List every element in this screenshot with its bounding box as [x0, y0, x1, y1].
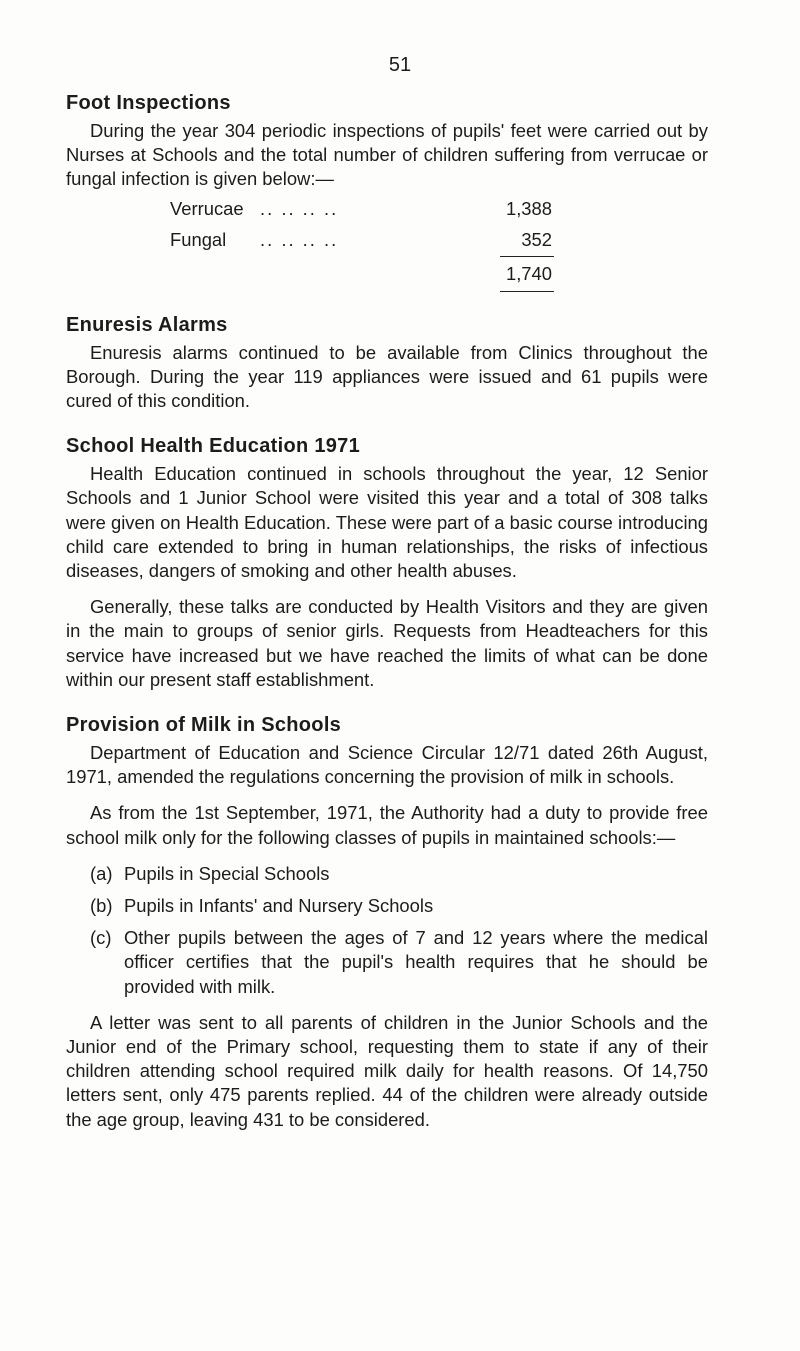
stat-value: 1,388: [505, 198, 552, 220]
stat-label: Verrucae: [170, 198, 244, 220]
page-content: [66, 92, 708, 1154]
leader-dots: .. .. .. ..: [260, 229, 339, 251]
list-marker: (c): [90, 927, 112, 949]
pupil-classes-list: [66, 862, 708, 999]
list-marker: (a): [90, 862, 113, 884]
foot-stats-table: [170, 194, 708, 292]
list-item: [66, 894, 708, 918]
list-marker: (b): [90, 895, 113, 917]
health-education-section: [66, 435, 708, 692]
list-item-text: Pupils in Special Schools: [124, 862, 330, 884]
enuresis-section: [66, 314, 708, 414]
health-education-paragraph-2: Generally, these talks are conducted by Health Visitors and they are given in the main to groups of senior girls. Requests from Headteachers for this service have increased but we have reached the limits of what can be done within our present staff establishment.: [66, 596, 708, 690]
milk-provision-section: [66, 714, 708, 1132]
stat-value: 352: [521, 229, 552, 251]
list-item: [66, 862, 708, 886]
foot-inspections-section: [66, 92, 708, 292]
total-rule-bottom: [500, 291, 554, 292]
leader-dots: .. .. .. ..: [260, 198, 339, 220]
page-number: 51: [388, 54, 412, 76]
stat-label: Fungal: [170, 229, 227, 251]
enuresis-paragraph: Enuresis alarms continued to be available from Clinics throughout the Borough. During the year 119 appliances were issued and 61 pupils were cured of this condition.: [66, 341, 708, 412]
health-education-heading: School Health Education 1971: [66, 435, 361, 458]
list-item-text: Pupils in Infants' and Nursery Schools: [124, 895, 434, 917]
stat-row-fungal: [170, 225, 708, 256]
milk-paragraph-1: Department of Education and Science Circular 12/71 dated 26th August, 1971, amended the regulations concerning the provision of milk in schools.: [66, 742, 708, 788]
stat-total: 1,740: [505, 262, 552, 284]
stat-row-verrucae: [170, 194, 708, 225]
milk-paragraph-2: As from the 1st September, 1971, the Authority had a duty to provide free school milk only for the following classes of pupils in maintained schools:—: [66, 802, 708, 848]
stat-total-row: [170, 257, 708, 291]
enuresis-heading: Enuresis Alarms: [66, 313, 228, 336]
health-education-paragraph-1: Health Education continued in schools throughout the year, 12 Senior Schools and 1 Junior School were visited this year and a total of 308 talks were given on Health Education. These were part of a basic course introducing child care extended to bring in human relationships, the risks of infectious diseases, dangers of smoking and other health abuses.: [66, 463, 708, 582]
list-item-text: Other pupils between the ages of 7 and 12 years where the medical officer certifies that the pupil's health requires that he should be provided with milk.: [124, 927, 708, 997]
foot-inspections-paragraph: During the year 304 periodic inspections of pupils' feet were carried out by Nurses at Schools and the total number of children suffering from verrucae or fungal infection is given below:—: [66, 120, 708, 190]
milk-provision-heading: Provision of Milk in Schools: [66, 714, 342, 737]
foot-inspections-heading: Foot Inspections: [66, 92, 231, 114]
list-item: [66, 926, 708, 999]
milk-paragraph-3: A letter was sent to all parents of children in the Junior Schools and the Junior end of the Primary school, requesting them to state if any of their children attending school required milk daily for health reasons. Of 14,750 letters sent, only 475 parents replied. 44 of the children were already outside the age group, leaving 431 to be considered.: [66, 1011, 708, 1130]
